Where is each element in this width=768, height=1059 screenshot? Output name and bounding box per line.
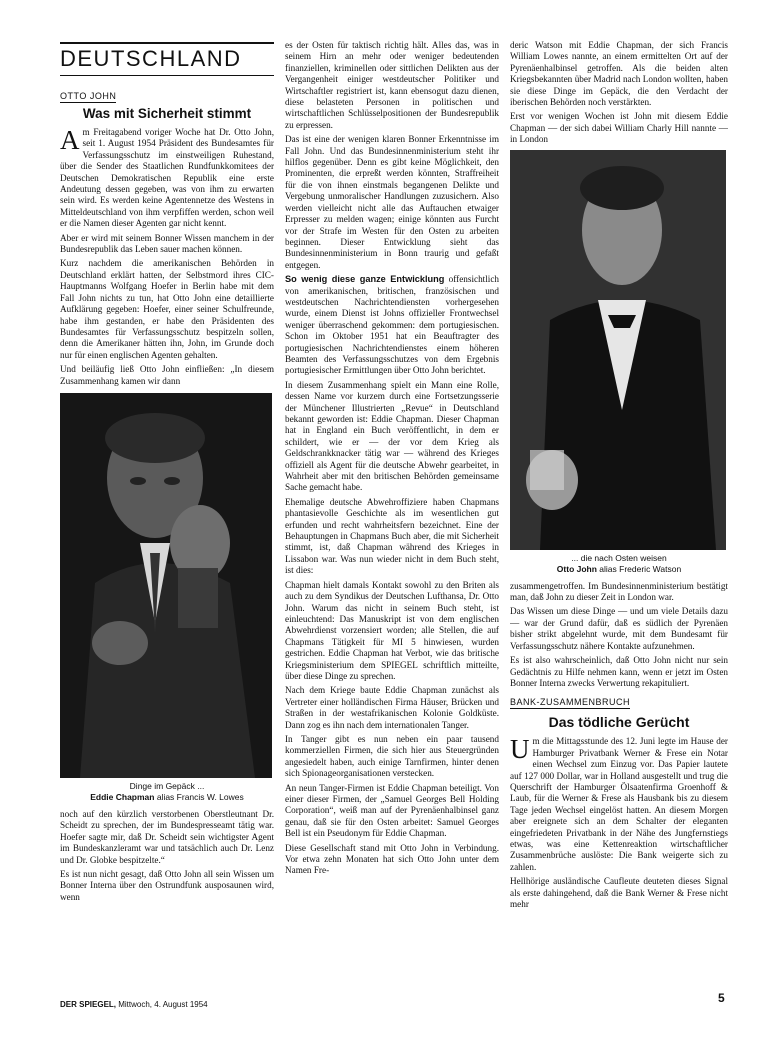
page-number: 5 xyxy=(718,991,725,1005)
paragraph: Erst vor wenigen Wochen ist John mit diesem Eddie Chapman — der sich dabei William Charly Hill nannte — in London xyxy=(510,111,728,145)
photo-caption-1: Dinge im Gepäck ... Eddie Chapman alias Francis W. Lowes xyxy=(90,780,244,802)
paragraph: Diese Gesellschaft stand mit Otto John in Verbindung. Vor etwa zehn Monaten hat sich Otto John unter dem Namen Fre- xyxy=(285,842,499,876)
paragraph: Das ist eine der wenigen klaren Bonner Erkenntnisse im Fall John. Und das Bundesinnenministerium steht ihr hilflos gegenüber. Denn es gibt keine Möglichkeit, den Prominenten, die erpreßt werden könnten, Straffreiheit für die von ihnen einstmals begangenen Delikte und Vergebung unmoralischer Handlungen zuzusichern. Also werden vielleicht nicht alle das Auftauchen etwaiger Erpresser zu melden wagen; einige könnten aus Furcht vor der Strafe im Westen für den Osten zu arbeiten beginnen. Dieser Entwicklung sieht das Bundesinnenministerium in Bonn traurig und gefaßt entgegen. xyxy=(285,134,499,270)
paragraph: In Tanger gibt es nun neben ein paar tausend kommerziellen Firmen, die sich hier aus Steuergründen angesiedelt haben, auch einige Tarnfirmen, hinter denen sich Spionageorganisationen verstecken. xyxy=(285,733,499,779)
photo-otto-john xyxy=(510,150,726,550)
article-kicker: OTTO JOHN xyxy=(60,91,117,101)
paragraph: Aber er wird mit seinem Bonner Wissen manchem in der Bundesrepublik das Leben sauer machen können. xyxy=(60,232,274,255)
column-1 xyxy=(60,40,274,906)
column-3 xyxy=(510,40,728,995)
drop-cap: U xyxy=(510,734,530,765)
paragraph: es der Osten für taktisch richtig hält. Alles das, was in seinem Hirn an mehr oder weniger bedeutenden finanziellen, kriminellen oder sittlichen Delikten aus der Vergangenheit einiger westdeutscher Politiker und Wirtschaftler registriert ist, kann ebensogut dazu dienen, diese belasteten Personen in politischen und wirtschaftlichen Schlüsselpositionen der Bundesrepublik zu erpressen. xyxy=(285,40,499,130)
paragraph: Nach dem Kriege baute Eddie Chapman zunächst als Vertreter einer holländischen Firma Häuser, Brücken und Straßen in der westafrikanischen Kolonie Goldküste. Dann zog es ihn nach dem internationalen Tanger. xyxy=(285,685,499,730)
paragraph: Am Freitagabend voriger Woche hat Dr. Otto John, seit 1. August 1954 Präsident des Bundesamtes für Verfassungsschutz im einstweiligen Ruhestand, über die Sender des Staatlichen Rundfunkkomitees der Deutschen Demokratischen Republik eine erste Andeutung dessen gegeben, was von ihm zu erwarten sein wird. Es werden keine Agentennetze des Westens in Mitteldeutschland von ihm verpfiffen werden, schon weil er die Namen dieser Agenten gar nicht kennt. xyxy=(60,125,274,229)
portrait-image xyxy=(60,393,272,778)
photo-eddie-chapman xyxy=(60,393,272,778)
article-headline: Was mit Sicherheit stimmt xyxy=(82,106,252,121)
paragraph: Um die Mittagsstunde des 12. Juni legte im Hause der Hamburger Privatbank Werner & Frese ein Notar einen Wechsel zum Einzug vor. Das Papier lautete auf 127 000 Dollar, war in Holland ausgestellt und trug die Querschrift der Hamburger Ölsaatenfirma Groenhoff & Laub, für die Werner & Frese als Hausbank bis zu diesem Tage jeden Wechsel eingelöst hatten. An diesem Morgen aber ereignete sich an dem Schalter der eleganten eingefriedeten Privatbank in der Nähe des Jungfernstiegs etwas, was eine Kettenreaktion wirtschaftlicher Zusammenbrüche auslöste: Die Bank weigerte sich zu zahlen. xyxy=(510,734,728,872)
bold-lead-in: So wenig diese ganze Entwicklung xyxy=(285,274,445,285)
paragraph: zusammengetroffen. Im Bundesinnenministerium bestätigt man, daß John zu dieser Zeit in London war. xyxy=(510,580,728,603)
photo-caption-2: ... die nach Osten weisen Otto John alias Frederic Watson xyxy=(556,552,682,574)
paragraph: An neun Tanger-Firmen ist Eddie Chapman beteiligt. Von einer dieser Firmen, der „Samuel Georges Bell Holding Corporation“, weiß man auf der Pyrenäenhalbinsel ganz genau, daß sie für den Osten arbeitet: Samuel Georges Bell ist ein Pseudonym für Eddie Chapman. xyxy=(285,782,499,839)
paragraph: Das Wissen um diese Dinge — und um viele Details dazu — war der Grund dafür, daß es südlich der Pyrenäen bisher strikt abgelehnt wurde, mit dem Bundesamt für Verfassungsschutz nähere Kontakte aufzunehmen. xyxy=(510,606,728,651)
drop-cap: A xyxy=(60,125,80,155)
paragraph: noch auf den kürzlich verstorbenen Oberstleutnant Dr. Scheidt zu sprechen, der im Bundespresseamt tätig war. Hoefer sagte mir, daß Dr. Scheidt sein wichtigster Agent im Bundeskanzleramt war und tatsächlich auch Dr. Lenz und Dr. Globke bespitzelte.“ xyxy=(60,808,274,865)
footer-credit: DER SPIEGEL, Mittwoch, 4. August 1954 xyxy=(60,1000,208,1009)
paragraph: Chapman hielt damals Kontakt sowohl zu den Briten als auch zu dem Syndikus der Deutschen Lufthansa, Dr. Otto John. Warum das nicht in seinem Buch steht, ist einleuchtend: Das Manuskript ist von dem englischen Abwehrdienst vorzensiert worden; alle Stellen, die auf Chapmans Tätigkeit für MI 5 hinwiesen, wurden gestrichen. Eddie Chapman hat Verbot, wie das britische Kriegsministerium dem SPIEGEL schriftlich mitteilte, über diese Dinge zu sprechen. xyxy=(285,579,499,681)
column-2 xyxy=(285,40,499,995)
paragraph: deric Watson mit Eddie Chapman, der sich Francis William Lowes nannte, an einem ermittelten Ort auf der Pyrenäenhalbinsel getroffen. Als die beiden alten Kriegsbekannten über Madrid nach London wollten, haben sie diese Dinge im Gepäck, die den Verdacht der iberischen Behörden noch verstärkten. xyxy=(510,40,728,108)
article-kicker: BANK-ZUSAMMENBRUCH xyxy=(510,697,631,708)
paragraph: Und beiläufig ließ Otto John einfließen: „In diesem Zusammenhang kamen wir dann xyxy=(60,364,274,386)
paragraph: Ehemalige deutsche Abwehroffiziere haben Chapmans phantasievolle Geschichte als im wesentlichen gut erfunden und recht wahrheitsfern bezeichnet. Eine der Behauptungen in Chapmans Buch aber, die mit Sicherheit stimmt, ist, daß Chapman während des Krieges in Lissabon war. Was nun wieder nicht in dem Buch steht, ist dies: xyxy=(285,496,499,576)
paragraph: Hellhörige ausländische Caufleute deuteten dieses Signal als erste dahingehend, daß die Bank Werner & Frese nicht mehr xyxy=(510,876,728,909)
paragraph: So wenig diese ganze Entwicklung offensichtlich von amerikanischen, britischen, französischen und westdeutschen Nachrichtendiensten vorhergesehen wurde, einem Dienst ist Johns offizieller Frontwechsel weniger überraschend gekommen: dem portugiesischen. Schon im Oktober 1951 hat ein Beauftragter des portugiesischen Nachrichtendienstes einem höheren Beamten des Verfassungsschutzes von dem Ergebnis portugiesischer Ermittlungen über Otto John berichtet. xyxy=(285,274,499,376)
paragraph: Es ist also wahrscheinlich, daß Otto John nicht nur sein Gedächtnis zu Hilfe nehmen kann, wenn er jetzt im Osten Bonner Interna zwecks Verwertung rekapituliert. xyxy=(510,655,728,688)
paragraph: Kurz nachdem die amerikanischen Behörden in Deutschland erklärt hatten, der Selbstmord ihres CIC-Hauptmanns Wolfgang Hoefer in Berlin habe mit dem Fall John nichts zu tun, hat Otto John eine detaillierte Aufklärung gegeben: Hoefer, einer seiner Schulfreunde, habe ihm gestanden, er habe den Präsidenten des Bundesamtes für Verfassungsschutz bespitzeln sollen, denn die Amerikaner hätten ihn, John, im Grunde doch nur für einen englischen Agenten gehalten. xyxy=(60,258,274,360)
paragraph: In diesem Zusammenhang spielt ein Mann eine Rolle, dessen Name vor kurzem durch eine Fortsetzungsserie der Münchener Illustrierten „Revue“ in Deutschland bekannt geworden ist: Eddie Chapman. Dieser Chapman hat in England ein Buch veröffentlicht, in dem er schildert, wie er — der vor dem Krieg als Geldschrankknacker tätig war — während des Krieges offiziell als Agent für die deutsche Abwehr gearbeitet, in Wahrheit aber mit den britischen Behörden gemeinsame Sache gemacht habe. xyxy=(285,379,499,493)
article-headline: Das tödliche Gerücht xyxy=(548,714,690,731)
section-title: DEUTSCHLAND xyxy=(60,42,274,76)
portrait-image xyxy=(510,150,726,550)
paragraph: Es ist nun nicht gesagt, daß Otto John all sein Wissen um Bonner Interna über den Ostrundfunk ausposaunen wird, wenn xyxy=(60,868,274,902)
